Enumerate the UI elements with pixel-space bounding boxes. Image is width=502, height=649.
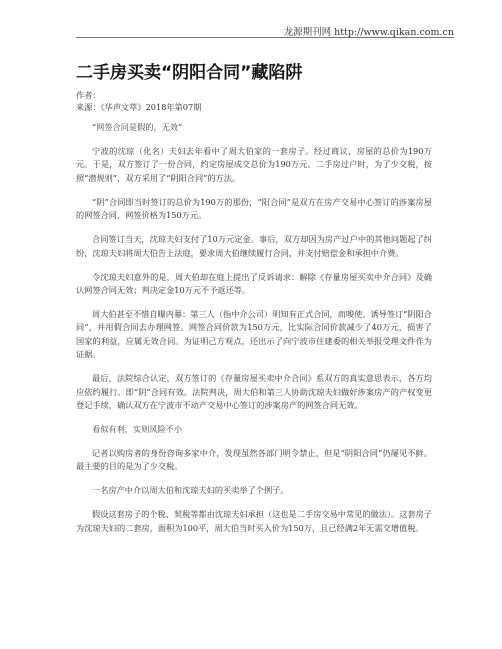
body-paragraph: 合同签订当天，沈琼夫妇支付了10万元定金。事后，双方却因为房产过户中的其他问题起了纠纷，沈琼夫妇将周大伯告上法庭，要求周大伯继续履行合同，并支付赔偿金和承担中介费。 bbox=[76, 234, 432, 258]
article-source: 来源：《华声文萃》2018年第07期 bbox=[76, 102, 202, 112]
header-divider bbox=[76, 37, 454, 38]
body-paragraph: 周大伯甚至不惜自曝内幕：第三人（指中介公司）明知有正式合同，而唆使、诱导签订“阴阳合同”，并用假合同去办理网签。网签合同价款为150万元，比实际合同价款减少了40万元，损害了国家的利益，应属无效合同。为证明己方观点，还出示了向宁波市住建委的相关举报受理文件作为证据。 bbox=[76, 309, 432, 360]
body-paragraph: 令沈琼夫妇意外的是，周大伯却在庭上提出了反诉请求：解除《存量房屋买卖中介合同》及确认网签合同无效；判决定金10万元不予返还等。 bbox=[76, 271, 432, 296]
article-body bbox=[76, 121, 432, 546]
body-paragraph: 一名房产中介以周大伯和沈琼夫妇的买卖举了个例子。 bbox=[92, 485, 289, 496]
section-heading: “网签合同是假的，无效” bbox=[92, 122, 183, 132]
body-paragraph: “阴”合同即当时签订的总价为190万的那份，“阳合同”是双方在房产交易中心签订的涉案房屋的网签合同，网签价格为150万元。 bbox=[76, 196, 432, 221]
article-author: 作者： bbox=[76, 90, 101, 100]
section-heading: 看似有利，实则风险不小 bbox=[92, 424, 183, 435]
journal-site-header: 龙源期刊网 http://www.qikan.com.cn bbox=[283, 27, 454, 38]
body-paragraph: 假设这套房子的个税、契税等都由沈琼夫妇承担（这也是二手房交易中常见的做法）。这套房子为沈琼夫妇的二套房，面积为100平，周大伯当时买入价为150万，且已经满2年无需交增值税。 bbox=[76, 509, 432, 533]
body-paragraph: 记者以购房者的身份咨询多家中介，发现虽然各部门明令禁止，但是“阴阳合同”仍屡见不鲜。最主要的目的是为了少交税。 bbox=[76, 448, 432, 472]
body-paragraph: 宁波的沈琼（化名）夫妇去年看中了周大伯家的一套房子。经过商议，房屋的总价为190万元。于是，双方签订了一份合同，约定房屋成交总价为190万元。二手房过户时，为了少交税，按照“潜规则”，双方采用了“阴阳合同”的方法。 bbox=[76, 146, 432, 183]
body-paragraph: 最后，法院综合认定，双方签订的《存量房屋买卖中介合同》系双方的真实意思表示，各方均应依约履行。即“阴”合同有效。法院判决，周大伯和第三人协助沈琼夫妇做好涉案房产的产权变更登记手续，确认双方在宁波市不动产交易中心签订的涉案房产的网签合同无效。 bbox=[76, 373, 432, 411]
article-title: 二手房买卖“阴阳合同”藏陷阱 bbox=[76, 63, 303, 83]
